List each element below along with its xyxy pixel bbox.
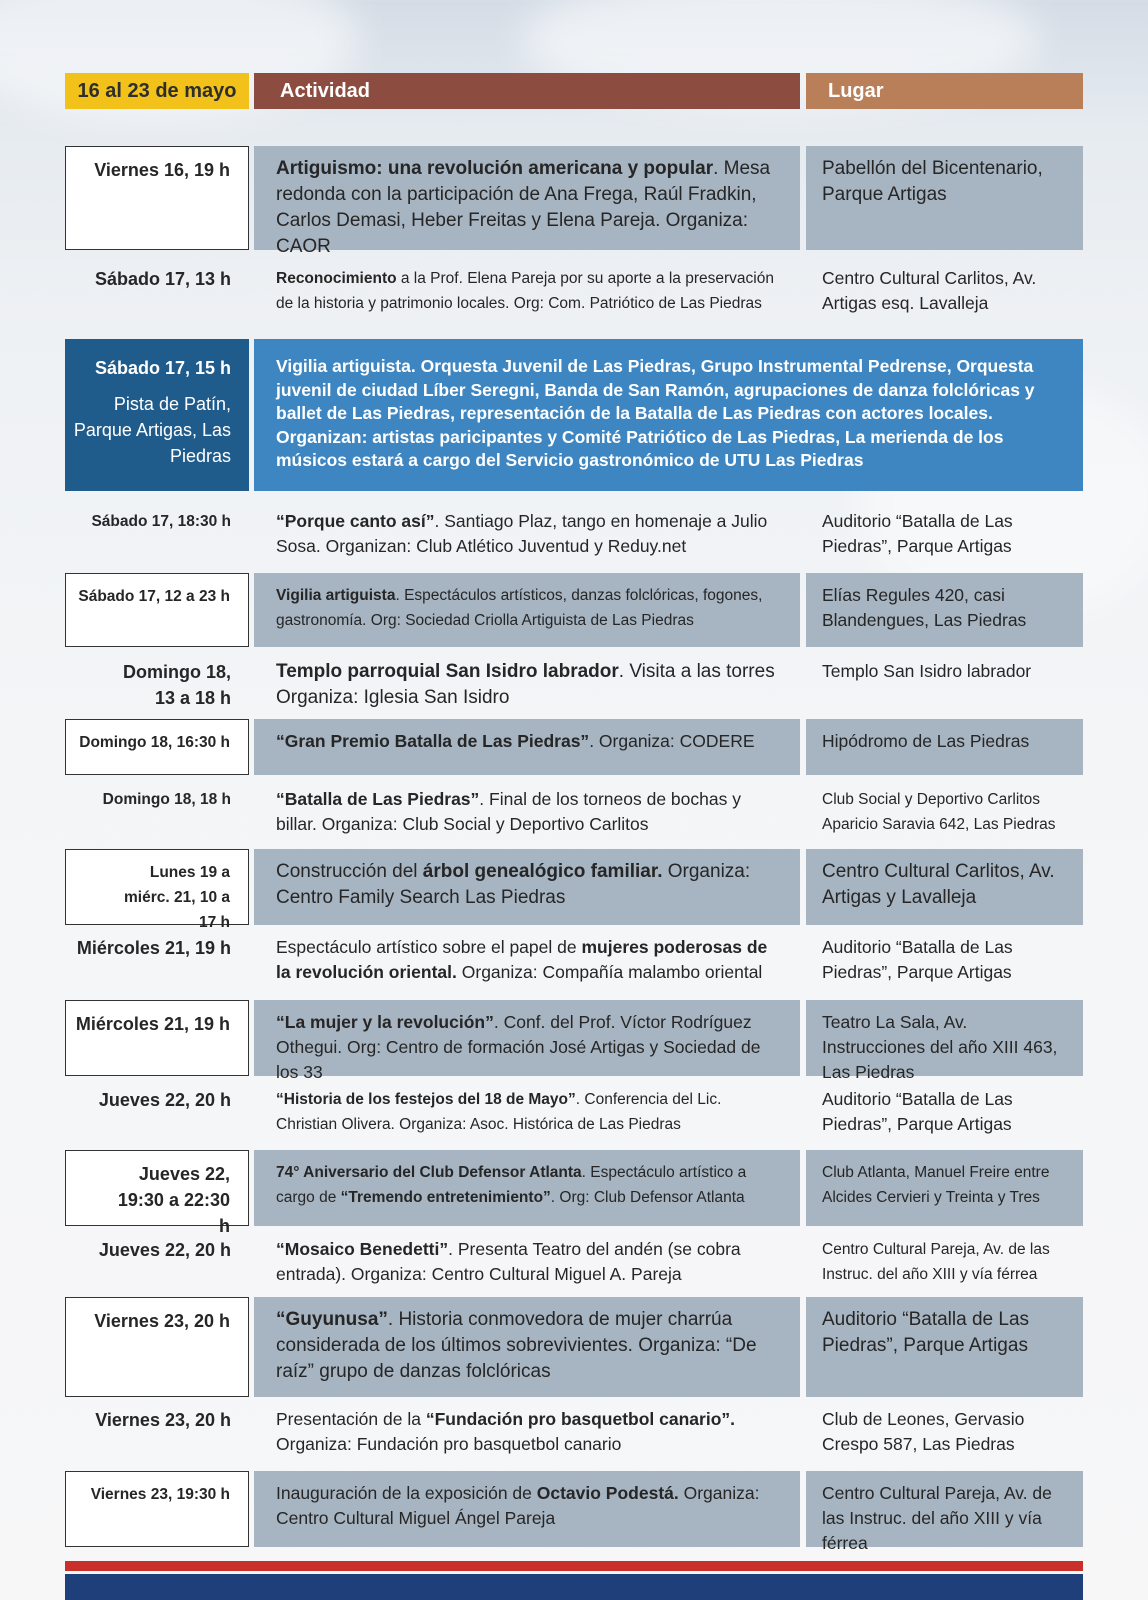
event-row <box>65 1150 1083 1236</box>
event-activity: Artiguismo: una revolución americana y popular. Mesa redonda con la participación de Ana Frega, Raúl Fradkin, Carlos Demasi, Heber Freitas y Elena Pareja. Organiza: CAOR <box>254 146 800 250</box>
event-date: Sábado 17, 12 a 23 h <box>65 573 249 647</box>
event-time: Sábado 17, 15 h <box>94 358 231 378</box>
event-activity: Inauguración de la exposición de Octavio Podestá. Organiza: Centro Cultural Miguel Ángel Pareja <box>254 1471 800 1547</box>
event-row <box>65 1297 1083 1397</box>
event-date: Miércoles 21, 19 h <box>76 938 231 958</box>
event-date: Domingo 18, 16:30 h <box>65 719 249 775</box>
event-date: Jueves 22, 20 h <box>98 1240 231 1260</box>
event-activity: 74° Aniversario del Club Defensor Atlanta. Espectáculo artístico a cargo de “Tremendo entretenimiento”. Org: Club Defensor Atlanta <box>254 1150 800 1226</box>
header-activity: Actividad <box>254 73 800 109</box>
event-activity: Vigilia artiguista. Orquesta Juvenil de Las Piedras, Grupo Instrumental Pedrense, Orquesta juvenil de ciudad Líber Seregni, Banda de San Ramón, agrupaciones de danza folclóricas y ballet de Las Piedras, representación de la Batalla de Las Piedras con actores locales. Organizan: artistas paricipantes y Comité Patriótico de Las Piedras, La merienda de los músicos estará a cargo del Servicio gastronómico de UTU Las Piedras <box>254 339 1083 491</box>
event-row <box>65 1000 1083 1082</box>
event-row <box>65 649 1083 715</box>
event-date: Jueves 22, 20 h <box>98 1090 231 1110</box>
event-place: Centro Cultural Carlitos, Av. Artigas esq. Lavalleja <box>822 268 1037 313</box>
event-place: Centro Cultural Pareja, Av. de las Instruc. del año XIII y vía férrea <box>822 1241 1050 1283</box>
event-date: Sábado 17, 18:30 h <box>91 513 231 530</box>
event-date: Jueves 22, 19:30 a 22:30 h <box>65 1150 249 1226</box>
event-row <box>65 777 1083 837</box>
event-activity: Reconocimiento a la Prof. Elena Pareja por su aporte a la preservación de la historia y patrimonio locales. Org: Com. Patriótico de Las Piedras <box>276 270 774 312</box>
event-date <box>65 339 249 491</box>
header-date-range: 16 al 23 de mayo <box>65 73 249 109</box>
event-row <box>65 1471 1083 1553</box>
footer-stripe-blue <box>65 1574 1083 1600</box>
event-place: Auditorio “Batalla de Las Piedras”, Parque Artigas <box>822 937 1013 982</box>
event-activity: “Batalla de Las Piedras”. Final de los torneos de bochas y billar. Organiza: Club Social y Deportivo Carlitos <box>276 789 741 834</box>
event-date: Lunes 19 a miérc. 21, 10 a 17 h <box>65 849 249 925</box>
event-date: Domingo 18, 18 h <box>102 791 231 808</box>
event-place: Templo San Isidro labrador <box>822 661 1032 681</box>
event-date: Viernes 23, 20 h <box>95 1410 231 1430</box>
event-place: Teatro La Sala, Av. Instrucciones del año XIII 463, Las Piedras <box>806 1000 1083 1076</box>
event-activity: Espectáculo artístico sobre el papel de mujeres poderosas de la revolución oriental. Organiza: Compañía malambo oriental <box>276 937 768 982</box>
event-activity: “La mujer y la revolución”. Conf. del Prof. Víctor Rodríguez Othegui. Org: Centro de formación José Artigas y Sociedad de los 33 <box>254 1000 800 1076</box>
event-activity: “Guyunusa”. Historia conmovedora de mujer charrúa considerada de los últimos sobrevivientes. Organiza: “De raíz” grupo de danzas folclóricas <box>254 1297 800 1397</box>
header-place: Lugar <box>806 73 1083 109</box>
event-activity: “Gran Premio Batalla de Las Piedras”. Organiza: CODERE <box>254 719 800 775</box>
event-activity: Construcción del árbol genealógico familiar. Organiza: Centro Family Search Las Piedras <box>254 849 800 925</box>
event-place: Hipódromo de Las Piedras <box>806 719 1083 775</box>
event-date: Miércoles 21, 19 h <box>65 1000 249 1076</box>
event-place: Pabellón del Bicentenario, Parque Artigas <box>806 146 1083 250</box>
event-activity: Presentación de la “Fundación pro basquetbol canario”. Organiza: Fundación pro basquetbol canario <box>276 1409 736 1454</box>
event-place: Club Social y Deportivo Carlitos Aparicio Saravia 642, Las Piedras <box>822 791 1056 833</box>
event-place: Club de Leones, Gervasio Crespo 587, Las Piedras <box>822 1409 1025 1454</box>
event-row <box>65 1227 1083 1289</box>
event-row <box>65 573 1083 647</box>
event-place: Auditorio “Batalla de Las Piedras”, Parque Artigas <box>806 1297 1083 1397</box>
event-activity: “Porque canto así”. Santiago Plaz, tango en homenaje a Julio Sosa. Organizan: Club Atlético Juventud y Reduy.net <box>276 511 768 556</box>
event-activity: Templo parroquial San Isidro labrador. Visita a las torres Organiza: Iglesia San Isidro <box>276 661 775 708</box>
event-venue: Pista de Patín, Parque Artigas, Las Piedras <box>73 394 231 466</box>
event-row <box>65 256 1083 326</box>
event-date: Viernes 23, 20 h <box>65 1297 249 1397</box>
event-place: Centro Cultural Pareja, Av. de las Instruc. del año XIII y vía férrea <box>806 1471 1083 1547</box>
event-row <box>65 719 1083 775</box>
event-row <box>65 146 1083 257</box>
event-date: Viernes 23, 19:30 h <box>65 1471 249 1547</box>
event-row <box>65 1397 1083 1461</box>
event-activity: “Historia de los festejos del 18 de Mayo”. Conferencia del Lic. Christian Olivera. Organiza: Asoc. Histórica de Las Piedras <box>276 1091 722 1133</box>
event-row <box>65 925 1083 989</box>
event-activity: “Mosaico Benedetti”. Presenta Teatro del andén (se cobra entrada). Organiza: Centro Cultural Miguel A. Pareja <box>276 1239 741 1284</box>
event-activity: Vigilia artiguista. Espectáculos artísticos, danzas folclóricas, fogones, gastronomía. Org: Sociedad Criolla Artiguista de Las Piedras <box>254 573 800 647</box>
footer-stripe-red <box>65 1561 1083 1571</box>
event-place: Auditorio “Batalla de Las Piedras”, Parque Artigas <box>822 511 1013 556</box>
event-row <box>65 499 1083 561</box>
event-place: Centro Cultural Carlitos, Av. Artigas y Lavalleja <box>806 849 1083 925</box>
event-place: Club Atlanta, Manuel Freire entre Alcides Cervieri y Treinta y Tres <box>806 1150 1083 1226</box>
event-date: Viernes 16, 19 h <box>65 146 249 250</box>
event-date: Sábado 17, 13 h <box>94 269 231 289</box>
event-row <box>65 849 1083 931</box>
event-place: Elías Regules 420, casi Blandengues, Las Piedras <box>806 573 1083 647</box>
event-row <box>65 1077 1083 1141</box>
event-date: Domingo 18, 13 a 18 h <box>122 662 231 708</box>
event-place: Auditorio “Batalla de Las Piedras”, Parque Artigas <box>822 1089 1013 1134</box>
event-row-highlighted <box>65 339 1083 491</box>
